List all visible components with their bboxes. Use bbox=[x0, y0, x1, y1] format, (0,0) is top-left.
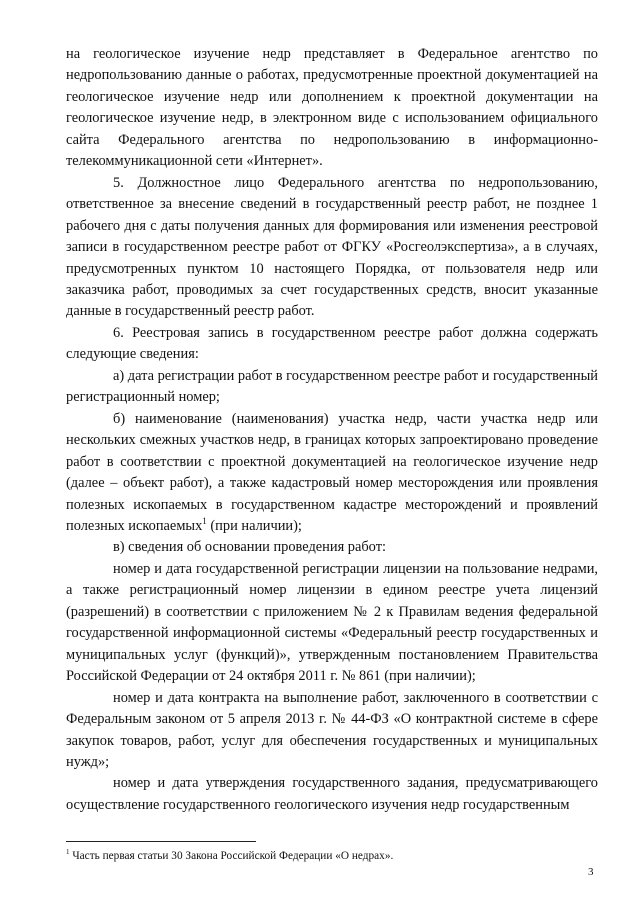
footnote-reference: 1 bbox=[202, 516, 207, 527]
paragraph-contract-info: номер и дата контракта на выполнение работ, заключенного в соответствии с Федеральным законом от 5 апреля 2013 г. № 44-ФЗ «О контрактной системе в сфере закупок товаров, работ, услуг для обеспечения государственных и муниципальных нужд»; bbox=[66, 689, 598, 770]
paragraph-item-b bbox=[66, 409, 598, 538]
paragraph-clause-5: 5. Должностное лицо Федерального агентства по недропользованию, ответственное за внесение сведений в государственный реестр работ, не позднее 1 рабочего дня с даты получения данных для формирования или изменения реестровой записи в государственном реестре работ от ФГКУ «Росгеолэкспертиза», а в случаях, предусмотренных пунктом 10 настоящего Порядка, от пользователя недр или заказчика работ, проводимых за счет государственных средств, вносит указанные данные в государственный реестр работ. bbox=[66, 174, 598, 320]
paragraph-license-info: номер и дата государственной регистрации лицензии на пользование недрами, а также регистрационный номер лицензии в едином реестре учета лицензий (разрешений) в соответствии с приложением № 2 к Правилам ведения федеральной государственной информационной системы «Федеральный реестр государственных и муниципальных услуг (функций)», утвержденным постановлением Правительства Российской Федерации от 24 октября 2011 г. № 861 (при наличии); bbox=[66, 560, 598, 685]
footnote-separator bbox=[66, 841, 256, 842]
footnote bbox=[66, 849, 566, 863]
footnote-text: Часть первая статьи 30 Закона Российской Федерации «О недрах». bbox=[69, 850, 394, 862]
paragraph-continuation: на геологическое изучение недр представляет в Федеральное агентство по недропользованию данные о работах, предусмотренные проектной документацией на геологическое изучение недр или дополнением к проектной документации на геологическое изучение недр, в электронном виде с использованием официального сайта Федерального агентства по недропользованию в информационно-телекоммуникационной сети «Интернет». bbox=[66, 46, 598, 170]
footnote-marker: 1 bbox=[66, 848, 70, 857]
page-number: 3 bbox=[588, 866, 594, 878]
paragraph-state-task: номер и дата утверждения государственного задания, предусматривающего осуществление государственного геологического изучения недр государственным bbox=[66, 775, 598, 813]
item-b-text: б) наименование (наименования) участка недр, части участка недр или нескольких смежных участков недр, в границах которых запроектировано проведение работ в соответствии с проектной документацией на геологическое изучение недр (далее – объект работ), а также кадастровый номер месторождения или проявления полезных ископаемых в государственном кадастре месторождений и проявлений полезных ископаемых bbox=[66, 410, 598, 534]
paragraph-clause-6: 6. Реестровая запись в государственном реестре работ должна содержать следующие сведения: bbox=[66, 324, 598, 363]
paragraph-item-v: в) сведения об основании проведения работ: bbox=[113, 539, 386, 556]
paragraph-item-a: а) дата регистрации работ в государственном реестре работ и государственный регистрационный номер; bbox=[66, 367, 598, 406]
item-b-tail: (при наличии); bbox=[206, 517, 302, 534]
body-text bbox=[66, 44, 598, 816]
